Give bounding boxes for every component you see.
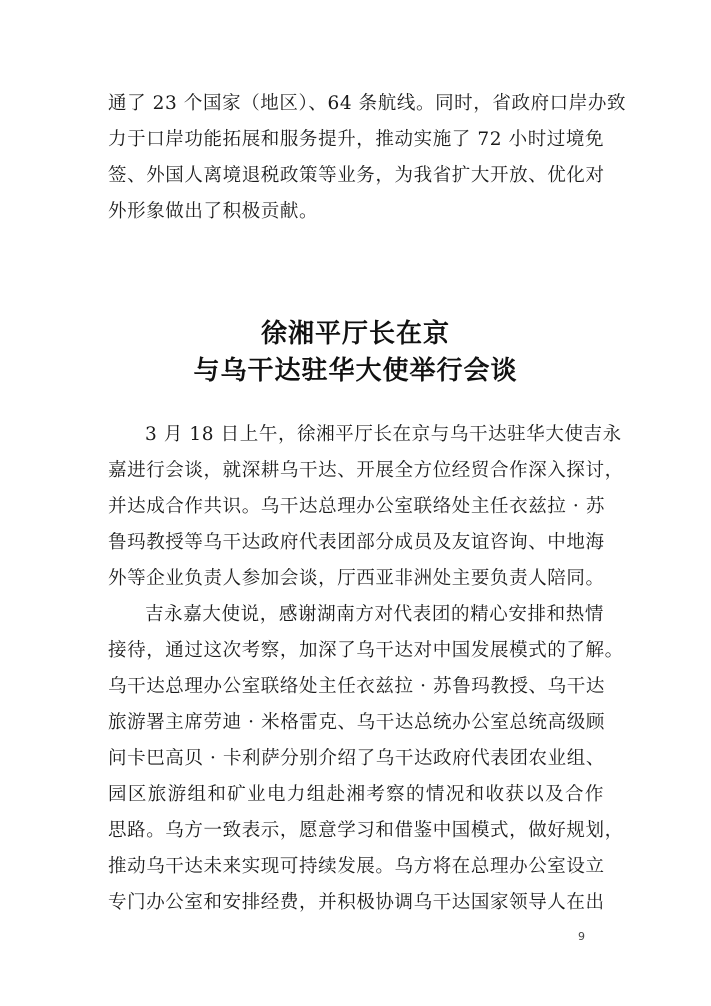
body-line-2: 嘉进行会谈，就深耕乌干达、开展全方位经贸合作深入探讨， [108, 460, 624, 481]
body-line-11: 园区旅游组和矿业电力组赴湘考察的情况和收获以及合作 [108, 784, 604, 805]
intro-line-1: 通了 23 个国家（地区）、64 条航线。同时，省政府口岸办致 [108, 93, 627, 114]
body-line-7: 接待，通过这次考察，加深了乌干达对中国发展模式的了解。 [108, 640, 624, 661]
body-line-13: 推动乌干达未来实现可持续发展。乌方将在总理办公室设立 [108, 856, 605, 877]
article-body [108, 417, 624, 921]
body-line-1: 3 月 18 日上午，徐湘平厅长在京与乌干达驻华大使吉永 [145, 424, 622, 445]
page-number: 9 [578, 930, 585, 943]
intro-line-4: 外形象做出了积极贡献。 [108, 201, 319, 222]
body-line-5: 外等企业负责人参加会谈，厅西亚非洲处主要负责人陪同。 [108, 568, 605, 589]
intro-line-3: 签、外国人离境退税政策等业务，为我省扩大开放、优化对 [108, 165, 605, 186]
body-line-8: 乌干达总理办公室联络处主任衣兹拉 · 苏鲁玛教授、乌干达 [108, 676, 605, 697]
intro-line-2: 力于口岸功能拓展和服务提升，推动实施了 72 小时过境免 [108, 129, 605, 150]
intro-paragraph [108, 86, 627, 230]
body-line-10: 问卡巴高贝 · 卡利萨分别介绍了乌干达政府代表团农业组、 [108, 748, 605, 769]
body-line-14: 专门办公室和安排经费，并积极协调乌干达国家领导人在出 [108, 892, 605, 913]
body-line-12: 思路。乌方一致表示，愿意学习和借鉴中国模式，做好规划， [108, 820, 624, 841]
article-title-line-1: 徐湘平厅长在京 [260, 319, 450, 349]
body-line-6: 吉永嘉大使说，感谢湖南方对代表团的精心安排和热情 [145, 604, 604, 625]
article-title-line-2: 与乌干达驻华大使举行会谈 [193, 356, 518, 386]
body-line-9: 旅游署主席劳迪 · 米格雷克、乌干达总统办公室总统高级顾 [108, 712, 605, 733]
body-line-3: 并达成合作共识。乌干达总理办公室联络处主任衣兹拉 · 苏 [108, 496, 605, 517]
body-line-4: 鲁玛教授等乌干达政府代表团部分成员及友谊咨询、中地海 [108, 532, 605, 553]
